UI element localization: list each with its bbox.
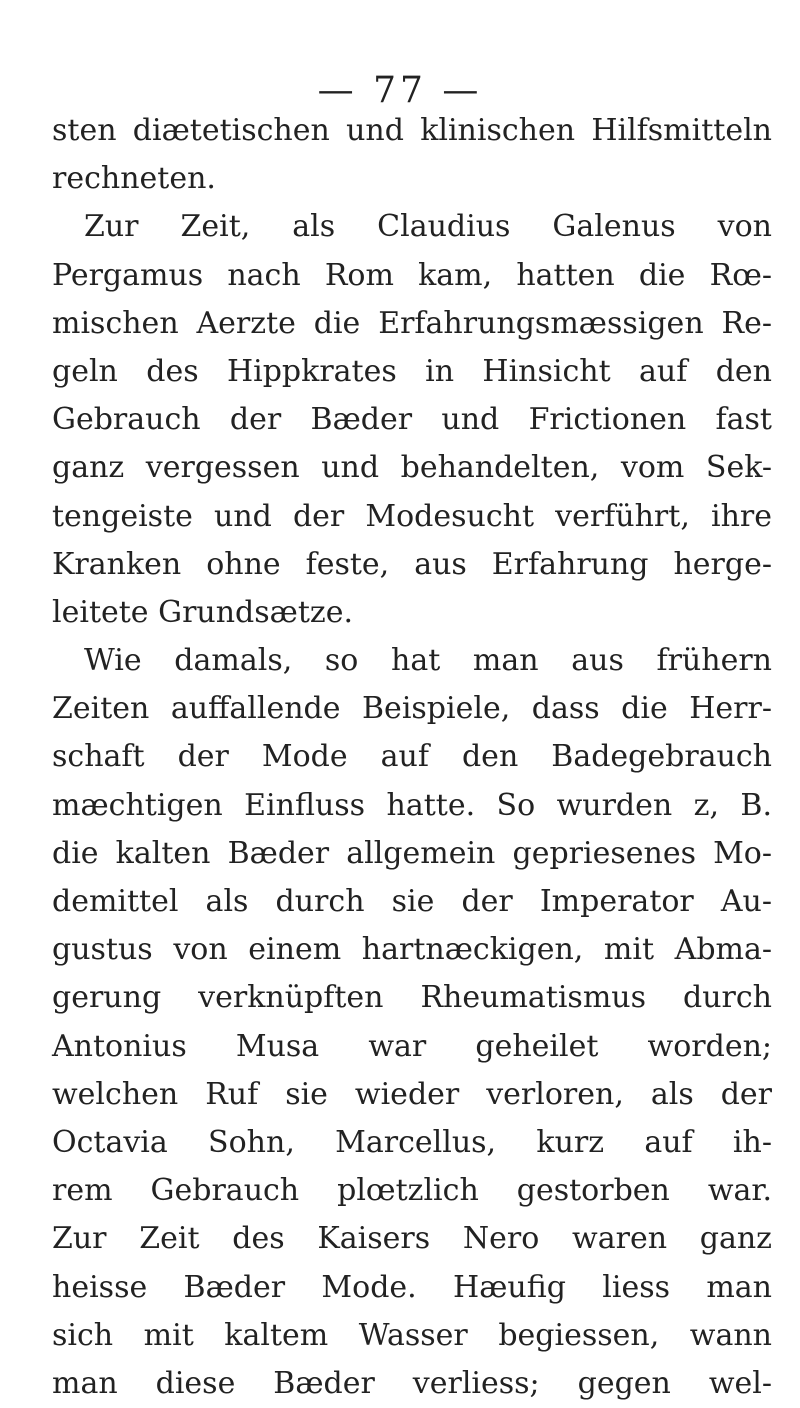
text-line: Wie damals, so hat man aus frühern <box>84 643 772 679</box>
text-line: mischen Aerzte die Erfahrungsmæssigen Re- <box>52 305 772 341</box>
text-line: man diese Bæder verliess; gegen wel- <box>52 1365 772 1401</box>
text-line: Octavia Sohn, Marcellus, kurz auf ih- <box>52 1124 772 1160</box>
text-line: schaft der Mode auf den Badegebrauch <box>52 739 772 775</box>
page-number: — 77 — <box>317 70 483 111</box>
text-line: ganz vergessen und behandelten, vom Sek- <box>52 450 772 486</box>
text-line: geln des Hippkrates in Hinsicht auf den <box>52 353 772 389</box>
text-line: rem Gebrauch plœtzlich gestorben war. <box>52 1173 772 1209</box>
text-line: welchen Ruf sie wieder verloren, als der <box>52 1076 772 1112</box>
text-line: gustus von einem hartnæckigen, mit Abma- <box>52 932 772 968</box>
text-line: Zur Zeit, als Claudius Galenus von <box>84 209 772 245</box>
text-line: Zeiten auffallende Beispiele, dass die Herr- <box>52 691 772 727</box>
text-line: Pergamus nach Rom kam, hatten die Rœ- <box>52 257 772 293</box>
text-line: Kranken ohne feste, aus Erfahrung herge- <box>52 546 772 582</box>
text-line: mæchtigen Einfluss hatte. So wurden z, B. <box>52 787 772 823</box>
text-line: Gebrauch der Bæder und Frictionen fast <box>52 402 772 438</box>
text-line: demittel als durch sie der Imperator Au- <box>52 884 772 919</box>
text-line: gerung verknüpften Rheumatismus durch <box>52 980 772 1016</box>
text-line: Antonius Musa war geheilet worden; <box>52 1028 772 1064</box>
text-line: Zur Zeit des Kaisers Nero waren ganz <box>52 1221 772 1257</box>
text-line: sten diætetischen und klinischen Hilfsmitteln <box>52 113 772 148</box>
text-line: heisse Bæder Mode. Hæufig liess man <box>52 1269 772 1305</box>
text-line: leitete Grundsætze. <box>52 594 353 630</box>
body-text <box>52 107 772 1408</box>
text-line: sich mit kaltem Wasser begiessen, wann <box>52 1317 772 1353</box>
text-line: die kalten Bæder allgemein gepriesenes Mo- <box>52 835 772 871</box>
text-line: rechneten. <box>52 161 216 197</box>
text-line: tengeiste und der Modesucht verführt, ihre <box>52 498 772 534</box>
